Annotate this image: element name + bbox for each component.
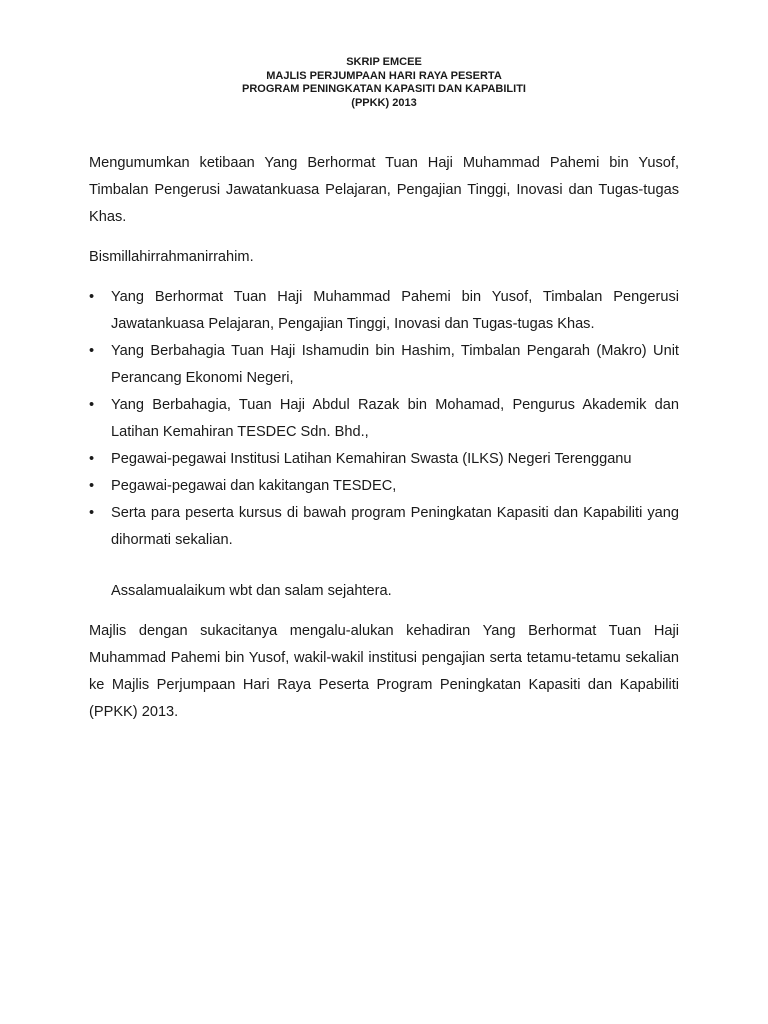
welcome-paragraph: Majlis dengan sukacitanya mengalu-alukan kehadiran Yang Berhormat Tuan Haji Muhammad Pahemi bin Yusof, wakil-wakil institusi pengajian serta tetamu-tetamu sekalian ke Majlis Perjumpaan Hari Raya Peserta Program Peningkatan Kapasiti dan Kapabiliti (PPKK) 2013. [89,623,679,720]
header-title: SKRIP EMCEE [346,56,422,68]
guest-list [89,284,679,554]
guest-list-item [89,500,679,554]
guest-text: Yang Berbahagia, Tuan Haji Abdul Razak bin Mohamad, Pengurus Akademik dan Latihan Kemahiran TESDEC Sdn. Bhd., [111,397,679,440]
bullet-icon: • [89,451,95,467]
guest-text: Pegawai-pegawai Institusi Latihan Kemahiran Swasta (ILKS) Negeri Terengganu [111,451,632,467]
guest-list-item [89,473,679,500]
guest-text: Yang Berbahagia Tuan Haji Ishamudin bin Hashim, Timbalan Pengarah (Makro) Unit Perancang Ekonomi Negeri, [111,343,679,386]
bullet-icon: • [89,478,95,494]
guest-list-item [89,446,679,473]
bullet-icon: • [89,289,95,305]
greeting-paragraph: Assalamualaikum wbt dan salam sejahtera. [111,583,392,599]
bullet-icon: • [89,397,95,413]
guest-list-item [89,392,679,446]
bullet-icon: • [89,505,95,521]
guest-text: Serta para peserta kursus di bawah program Peningkatan Kapasiti dan Kapabiliti yang dihormati sekalian. [111,505,679,548]
announcement-paragraph: Mengumumkan ketibaan Yang Berhormat Tuan Haji Muhammad Pahemi bin Yusof, Timbalan Pengerusi Jawatankuasa Pelajaran, Pengajian Tinggi, Inovasi dan Tugas-tugas Khas. [89,155,679,225]
document-body [89,150,679,726]
header-event-name: MAJLIS PERJUMPAAN HARI RAYA PESERTA [266,69,502,82]
header-program-name: PROGRAM PENINGKATAN KAPASITI DAN KAPABILITI [242,83,526,95]
header-program-year: (PPKK) 2013 [351,96,417,109]
guest-list-item [89,284,679,338]
guest-list-item [89,338,679,392]
guest-text: Yang Berhormat Tuan Haji Muhammad Pahemi bin Yusof, Timbalan Pengerusi Jawatankuasa Pelajaran, Pengajian Tinggi, Inovasi dan Tugas-tugas Khas. [111,289,679,332]
document-header [0,56,768,110]
bismillah-paragraph: Bismillahirrahmanirrahim. [89,249,254,265]
guest-text: Pegawai-pegawai dan kakitangan TESDEC, [111,478,397,494]
bullet-icon: • [89,343,95,359]
